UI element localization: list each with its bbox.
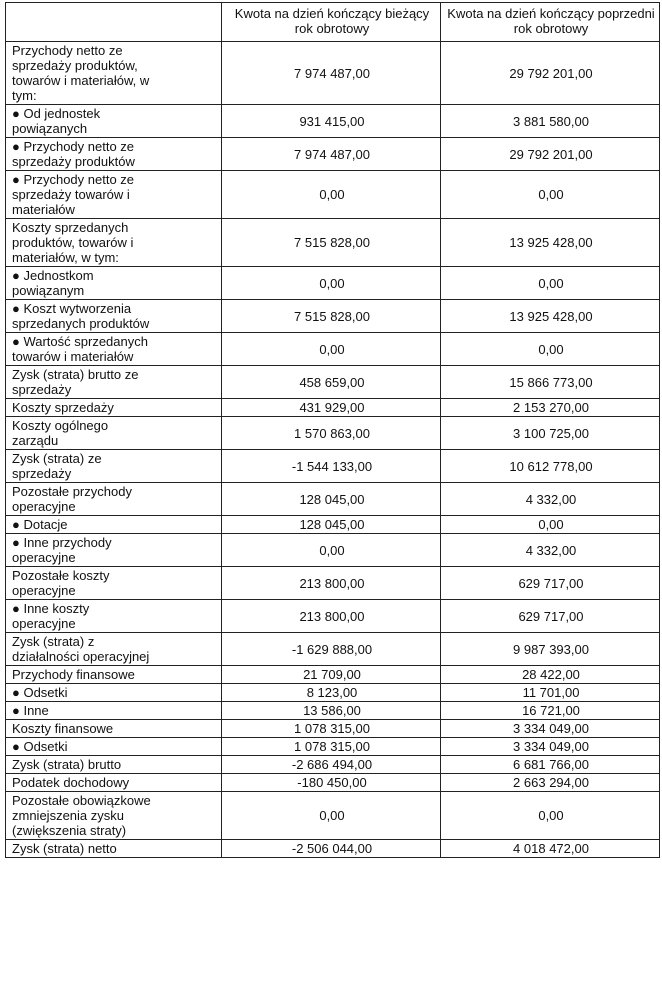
previous-year-value: 2 153 270,00	[441, 399, 660, 417]
previous-year-value: 9 987 393,00	[441, 633, 660, 666]
table-row	[6, 483, 660, 516]
row-label-text: ● Przychody netto ze sprzedaży produktów	[12, 139, 135, 169]
row-label	[6, 534, 222, 567]
current-year-value: 213 800,00	[222, 600, 441, 633]
previous-year-value: 3 334 049,00	[441, 720, 660, 738]
row-label-text: ● Odsetki	[12, 739, 68, 754]
table-row	[6, 600, 660, 633]
table-body	[6, 42, 660, 858]
previous-year-value: 29 792 201,00	[441, 42, 660, 105]
table-row	[6, 300, 660, 333]
row-label	[6, 774, 222, 792]
row-label-text: Pozostałe obowiązkowe zmniejszenia zysku (zwiększenia straty)	[12, 793, 151, 838]
table-row	[6, 567, 660, 600]
row-label	[6, 483, 222, 516]
current-year-value: -1 544 133,00	[222, 450, 441, 483]
previous-year-value: 0,00	[441, 516, 660, 534]
previous-year-value: 0,00	[441, 171, 660, 219]
current-year-value: 0,00	[222, 792, 441, 840]
previous-year-value: 29 792 201,00	[441, 138, 660, 171]
table-row	[6, 633, 660, 666]
current-year-value: 0,00	[222, 171, 441, 219]
row-label	[6, 840, 222, 858]
table-row	[6, 138, 660, 171]
table-row	[6, 534, 660, 567]
row-label-text: Koszty ogólnego zarządu	[12, 418, 109, 448]
current-year-value: 431 929,00	[222, 399, 441, 417]
row-label-text: ● Jednostkom powiązanym	[12, 268, 94, 298]
row-label	[6, 267, 222, 300]
current-year-value: 458 659,00	[222, 366, 441, 399]
row-label	[6, 333, 222, 366]
row-label	[6, 366, 222, 399]
table-row	[6, 333, 660, 366]
previous-year-value: 3 100 725,00	[441, 417, 660, 450]
row-label-text: Koszty sprzedanych produktów, towarów i materiałów, w tym:	[12, 220, 134, 265]
row-label	[6, 792, 222, 840]
row-label	[6, 666, 222, 684]
table-row	[6, 105, 660, 138]
row-label-text: ● Przychody netto ze sprzedaży towarów i materiałów	[12, 172, 135, 217]
table-row	[6, 720, 660, 738]
table-row	[6, 267, 660, 300]
table-row	[6, 666, 660, 684]
previous-year-value: 15 866 773,00	[441, 366, 660, 399]
row-label-text: Pozostałe przychody operacyjne	[12, 484, 132, 514]
previous-year-value: 0,00	[441, 333, 660, 366]
row-label	[6, 138, 222, 171]
current-year-value: 0,00	[222, 333, 441, 366]
previous-year-value: 0,00	[441, 792, 660, 840]
row-label	[6, 42, 222, 105]
row-label-text: ● Koszt wytworzenia sprzedanych produktów	[12, 301, 150, 331]
current-year-value: -1 629 888,00	[222, 633, 441, 666]
previous-year-value: 13 925 428,00	[441, 300, 660, 333]
row-label	[6, 702, 222, 720]
row-label	[6, 633, 222, 666]
current-year-value: 8 123,00	[222, 684, 441, 702]
current-year-value: 13 586,00	[222, 702, 441, 720]
row-label-text: Przychody finansowe	[12, 667, 135, 682]
current-year-value: 931 415,00	[222, 105, 441, 138]
current-year-value: 0,00	[222, 534, 441, 567]
row-label-text: Zysk (strata) brutto	[12, 757, 122, 772]
current-year-value: -180 450,00	[222, 774, 441, 792]
table-row	[6, 450, 660, 483]
row-label	[6, 399, 222, 417]
previous-year-value: 10 612 778,00	[441, 450, 660, 483]
table-row	[6, 774, 660, 792]
row-label	[6, 450, 222, 483]
row-label-text: ● Inne przychody operacyjne	[12, 535, 112, 565]
table-row	[6, 219, 660, 267]
income-statement-table	[5, 2, 660, 858]
current-year-value: 7 515 828,00	[222, 300, 441, 333]
previous-year-value: 0,00	[441, 267, 660, 300]
row-label-text: ● Od jednostek powiązanych	[12, 106, 101, 136]
row-label	[6, 684, 222, 702]
previous-year-value: 6 681 766,00	[441, 756, 660, 774]
current-year-value: 21 709,00	[222, 666, 441, 684]
row-label-text: Koszty sprzedaży	[12, 400, 114, 415]
row-label-text: ● Dotacje	[12, 517, 68, 532]
row-label-text: Pozostałe koszty operacyjne	[12, 568, 110, 598]
current-year-value: 1 078 315,00	[222, 720, 441, 738]
row-label	[6, 756, 222, 774]
row-label	[6, 171, 222, 219]
current-year-value: 128 045,00	[222, 483, 441, 516]
current-year-value: 1 570 863,00	[222, 417, 441, 450]
previous-year-value: 4 018 472,00	[441, 840, 660, 858]
previous-year-value: 13 925 428,00	[441, 219, 660, 267]
row-label	[6, 300, 222, 333]
row-label	[6, 567, 222, 600]
previous-year-value: 629 717,00	[441, 600, 660, 633]
previous-year-value: 3 881 580,00	[441, 105, 660, 138]
previous-year-value: 2 663 294,00	[441, 774, 660, 792]
table-row	[6, 399, 660, 417]
current-year-value: -2 686 494,00	[222, 756, 441, 774]
table-row	[6, 417, 660, 450]
previous-year-value: 28 422,00	[441, 666, 660, 684]
previous-year-value: 3 334 049,00	[441, 738, 660, 756]
row-label	[6, 600, 222, 633]
table-row	[6, 366, 660, 399]
previous-year-value: 4 332,00	[441, 534, 660, 567]
current-year-value: 128 045,00	[222, 516, 441, 534]
row-label-text: Zysk (strata) ze sprzedaży	[12, 451, 102, 481]
row-label	[6, 105, 222, 138]
header-previous-year: Kwota na dzień kończący poprzedni rok obrotowy	[441, 3, 660, 42]
row-label	[6, 219, 222, 267]
current-year-value: 7 515 828,00	[222, 219, 441, 267]
row-label-text: Zysk (strata) z działalności operacyjnej	[12, 634, 150, 664]
table-row	[6, 171, 660, 219]
current-year-value: 1 078 315,00	[222, 738, 441, 756]
previous-year-value: 4 332,00	[441, 483, 660, 516]
previous-year-value: 16 721,00	[441, 702, 660, 720]
row-label-text: Przychody netto ze sprzedaży produktów, towarów i materiałów, w tym:	[12, 43, 150, 103]
row-label-text: Zysk (strata) brutto ze sprzedaży	[12, 367, 139, 397]
row-label-text: ● Odsetki	[12, 685, 68, 700]
header-current-year: Kwota na dzień kończący bieżący rok obrotowy	[222, 3, 441, 42]
table-row	[6, 756, 660, 774]
header-row	[6, 3, 660, 42]
table-row	[6, 516, 660, 534]
table-row	[6, 42, 660, 105]
row-label	[6, 738, 222, 756]
row-label-text: Zysk (strata) netto	[12, 841, 117, 856]
row-label-text: ● Inne koszty operacyjne	[12, 601, 90, 631]
table-row	[6, 702, 660, 720]
table-row	[6, 684, 660, 702]
current-year-value: 213 800,00	[222, 567, 441, 600]
current-year-value: -2 506 044,00	[222, 840, 441, 858]
row-label-text: ● Inne	[12, 703, 49, 718]
current-year-value: 0,00	[222, 267, 441, 300]
previous-year-value: 11 701,00	[441, 684, 660, 702]
current-year-value: 7 974 487,00	[222, 138, 441, 171]
previous-year-value: 629 717,00	[441, 567, 660, 600]
row-label	[6, 516, 222, 534]
table-row	[6, 840, 660, 858]
row-label-text: ● Wartość sprzedanych towarów i materiałów	[12, 334, 148, 364]
header-label-col	[6, 3, 222, 42]
row-label	[6, 417, 222, 450]
current-year-value: 7 974 487,00	[222, 42, 441, 105]
row-label	[6, 720, 222, 738]
table-row	[6, 792, 660, 840]
row-label-text: Podatek dochodowy	[12, 775, 130, 790]
row-label-text: Koszty finansowe	[12, 721, 114, 736]
table-row	[6, 738, 660, 756]
